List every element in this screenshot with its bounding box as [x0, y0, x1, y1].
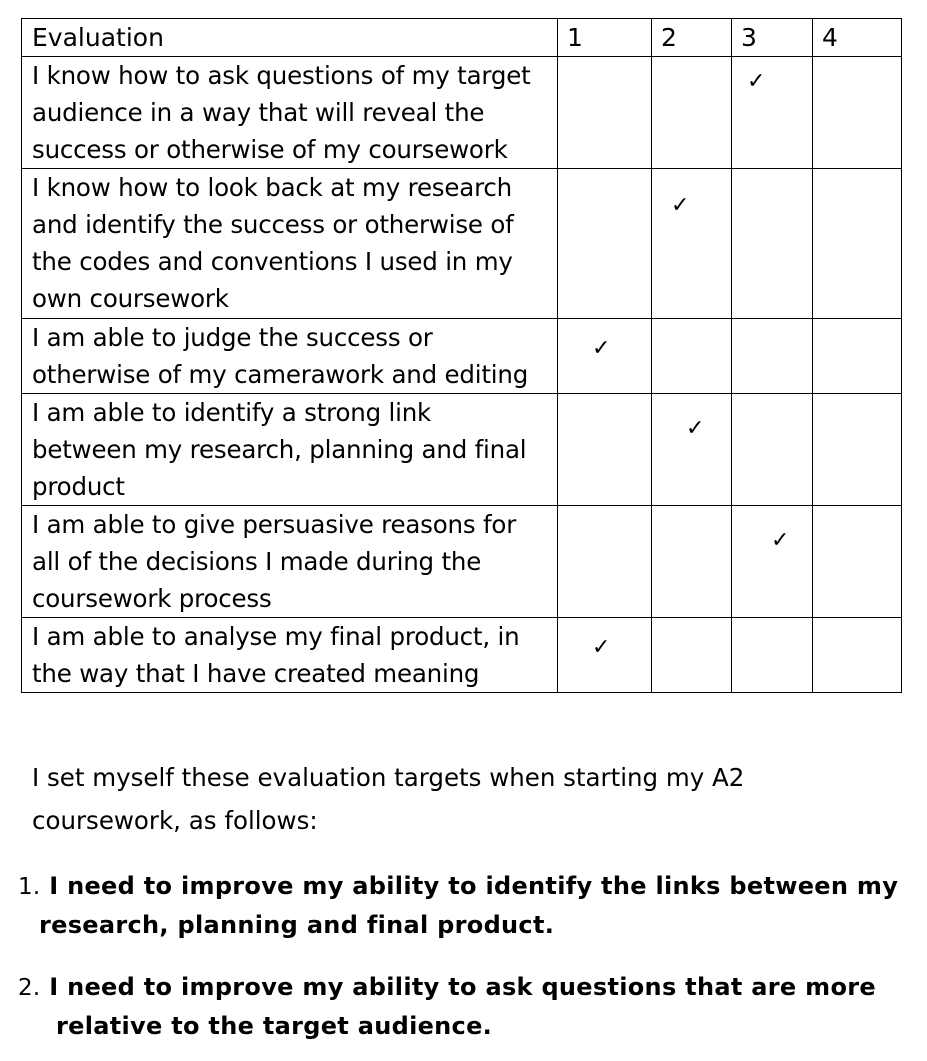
criterion-cell	[22, 57, 558, 169]
target-item	[18, 867, 898, 944]
criterion-line: audience in a way that will reveal the	[32, 98, 485, 127]
criterion-line: product	[32, 472, 125, 501]
rating-cell-1	[558, 319, 652, 394]
rating-cell-1	[558, 169, 652, 319]
criterion-line: I know how to look back at my research	[32, 173, 512, 202]
rating-cell-1	[558, 394, 652, 506]
header-col-2: 2	[652, 19, 732, 57]
criterion-line: the way that I have created meaning	[32, 659, 480, 688]
table-row	[22, 57, 902, 169]
criterion-line: I am able to analyse my final product, in	[32, 622, 520, 651]
checkmark-icon: ✓	[592, 635, 611, 660]
rating-cell-3	[732, 169, 813, 319]
criterion-line: I know how to ask questions of my target	[32, 61, 531, 90]
criterion-line: otherwise of my camerawork and editing	[32, 360, 529, 389]
evaluation-table	[21, 18, 902, 693]
rating-cell-3	[732, 57, 813, 169]
rating-cell-3	[732, 394, 813, 506]
header-col-1: 1	[558, 19, 652, 57]
criterion-cell	[22, 319, 558, 394]
checkmark-icon: ✓	[771, 528, 790, 553]
target-text: research, planning and final product.	[39, 911, 555, 939]
target-item	[18, 968, 876, 1045]
criterion-cell	[22, 618, 558, 693]
checkmark-icon: ✓	[686, 416, 705, 441]
rating-cell-3	[732, 506, 813, 618]
table-row	[22, 506, 902, 618]
intro-line: coursework, as follows:	[32, 806, 318, 835]
target-text: I need to improve my ability to identify the links between my	[49, 872, 899, 900]
rating-cell-2	[652, 57, 732, 169]
criterion-line: all of the decisions I made during the	[32, 547, 482, 576]
rating-cell-3	[732, 319, 813, 394]
rating-cell-1	[558, 618, 652, 693]
rating-cell-1	[558, 506, 652, 618]
table-row	[22, 169, 902, 319]
rating-cell-2	[652, 169, 732, 319]
target-text: I need to improve my ability to ask questions that are more	[49, 973, 876, 1001]
rating-cell-4	[813, 618, 902, 693]
rating-cell-4	[813, 394, 902, 506]
target-number: 1.	[18, 874, 41, 900]
target-number: 2.	[18, 975, 41, 1001]
criterion-cell	[22, 169, 558, 319]
header-col-3: 3	[732, 19, 813, 57]
criterion-line: coursework process	[32, 584, 272, 613]
rating-cell-2	[652, 394, 732, 506]
criterion-line: own coursework	[32, 284, 229, 313]
rating-cell-4	[813, 57, 902, 169]
table-row	[22, 618, 902, 693]
rating-cell-4	[813, 169, 902, 319]
table-header-row	[22, 19, 902, 57]
intro-line: I set myself these evaluation targets when starting my A2	[32, 763, 745, 792]
table-row	[22, 394, 902, 506]
rating-cell-4	[813, 319, 902, 394]
target-text: relative to the target audience.	[56, 1012, 493, 1040]
checkmark-icon: ✓	[747, 69, 766, 94]
rating-cell-2	[652, 319, 732, 394]
criterion-line: I am able to judge the success or	[32, 323, 433, 352]
criterion-cell	[22, 394, 558, 506]
header-col-4: 4	[813, 19, 902, 57]
rating-cell-2	[652, 506, 732, 618]
table-row	[22, 319, 902, 394]
rating-cell-4	[813, 506, 902, 618]
checkmark-icon: ✓	[592, 336, 611, 361]
criterion-line: I am able to give persuasive reasons for	[32, 510, 517, 539]
criterion-cell	[22, 506, 558, 618]
intro-paragraph	[32, 756, 852, 842]
criterion-line: and identify the success or otherwise of	[32, 210, 514, 239]
criterion-line: I am able to identify a strong link	[32, 398, 432, 427]
criterion-line: the codes and conventions I used in my	[32, 247, 513, 276]
rating-cell-2	[652, 618, 732, 693]
header-evaluation: Evaluation	[22, 19, 558, 57]
criterion-line: between my research, planning and final	[32, 435, 527, 464]
criterion-line: success or otherwise of my coursework	[32, 135, 508, 164]
rating-cell-1	[558, 57, 652, 169]
checkmark-icon: ✓	[671, 193, 690, 218]
rating-cell-3	[732, 618, 813, 693]
